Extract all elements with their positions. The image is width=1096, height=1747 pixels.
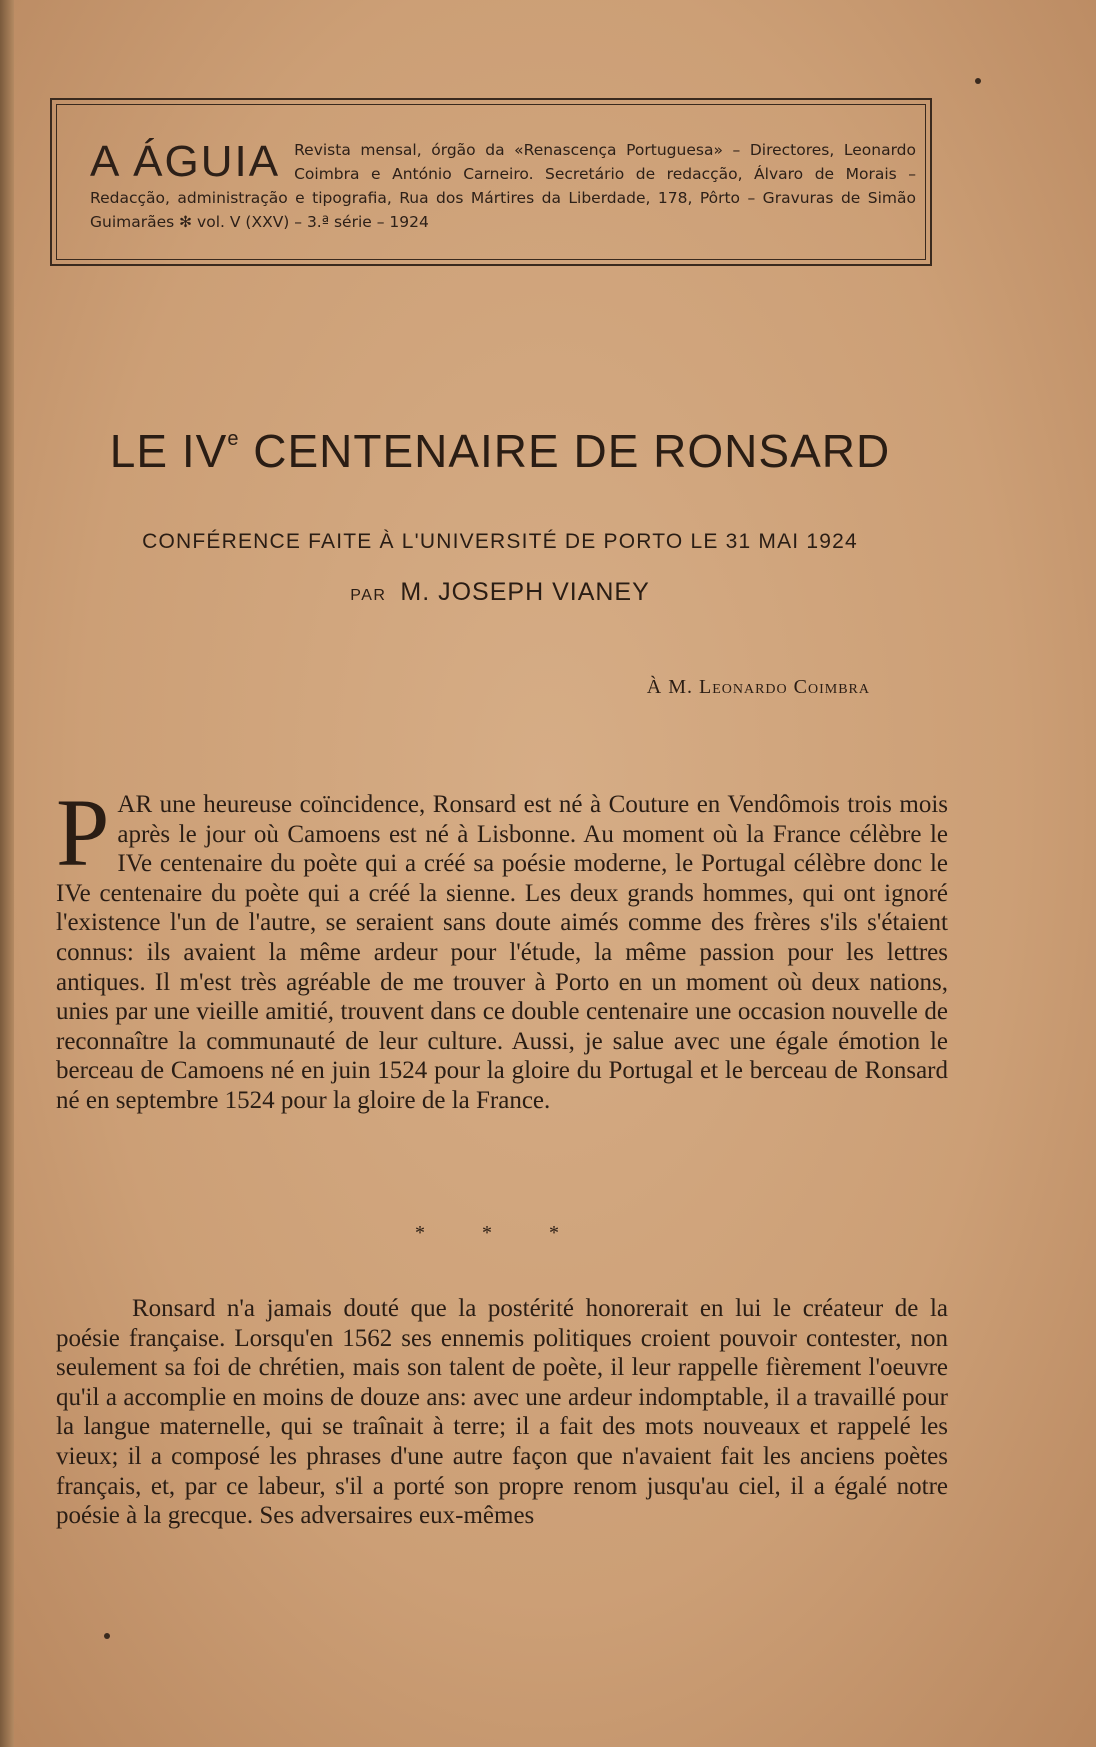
- dedication: À M. Leonardo Coimbra: [646, 676, 870, 698]
- speck: [975, 78, 981, 84]
- paragraph-1-text: AR une heureuse coïncidence, Ronsard est né à Couture en Vendômois trois mois après le jour où Camoens est né à Lisbonne. Au moment où la France célèbre le IVe centenaire du poète qui a créé sa poésie moderne, le Portugal célèbre donc le IVe centenaire du poète qui a créé la sienne. Les deux grands hommes, qui ont ignoré l'existence l'un de l'autre, se seraient sans doute aimés comme des frères s'ils s'étaient connus: ils avaient la même ardeur pour l'étude, la même passion pour les lettres antiques. Il m'est très agréable de me trouver à Porto en un moment où deux nations, unies par une vieille amitié, trouvent dans ce double centenaire une occasion nouvelle de reconnaître la communauté de leur culture. Aussi, je salue avec une égale émotion le berceau de Camoens né en juin 1524 pour la gloire du Portugal et le berceau de Ronsard né en septembre 1524 pour la gloire de la France.: [56, 791, 948, 1114]
- journal-imprint: Revista mensal, órgão da «Renascença Portuguesa» – Directores, Leonardo Coimbra e António Carneiro. Secretário de redacção, Álvaro de Morais – Redacção, administração e tipografia, Rua dos Mártires da Liberdade, 178, Pôrto – Gravuras de Simão Guimarães ✻ vol. V (XXV) – 3.ª série – 1924: [90, 141, 916, 231]
- drop-cap: P: [56, 779, 110, 886]
- paragraph-2: Ronsard n'a jamais douté que la postérité honorerait en lui le créateur de la poésie française. Lorsqu'en 1562 ses ennemis politiques croient pouvoir contester, non seulement sa foi de chrétien, mais son talent de poète, il leur rappelle fièrement l'oeuvre qu'il a accomplie en moins de douze ans: avec une ardeur indomptable, il a travaillé pour la langue maternelle, qui se traînait à terre; il a fait des mots nouveaux et rappelé les vieux; il a composé les phrases d'une autre façon que n'avaient fait les anciens poètes français, et, par ce labeur, s'il a porté son propre renom jusqu'au ciel, il a égalé notre poésie à la grecque. Ses adversaires eux-mêmes: [56, 1295, 948, 1530]
- title-main: LE IV: [109, 425, 228, 477]
- author-name: M. JOSEPH VIANEY: [400, 578, 650, 606]
- byline-par: PAR: [350, 587, 387, 604]
- journal-title: A ÁGUIA: [90, 137, 281, 186]
- title-rest: CENTENAIRE DE RONSARD: [239, 425, 891, 477]
- article-title: [0, 424, 1000, 478]
- masthead-box: [50, 98, 932, 266]
- title-superscript: e: [227, 428, 240, 450]
- masthead-content: [90, 138, 916, 234]
- page-edge: [0, 0, 14, 1747]
- paragraph-1: [56, 779, 948, 1116]
- byline: [0, 578, 1000, 607]
- speck: [104, 1633, 110, 1639]
- article-subtitle: CONFÉRENCE FAITE À L'UNIVERSITÉ DE PORTO LE 31 MAI 1924: [142, 530, 858, 553]
- section-separator: * * *: [415, 1222, 585, 1244]
